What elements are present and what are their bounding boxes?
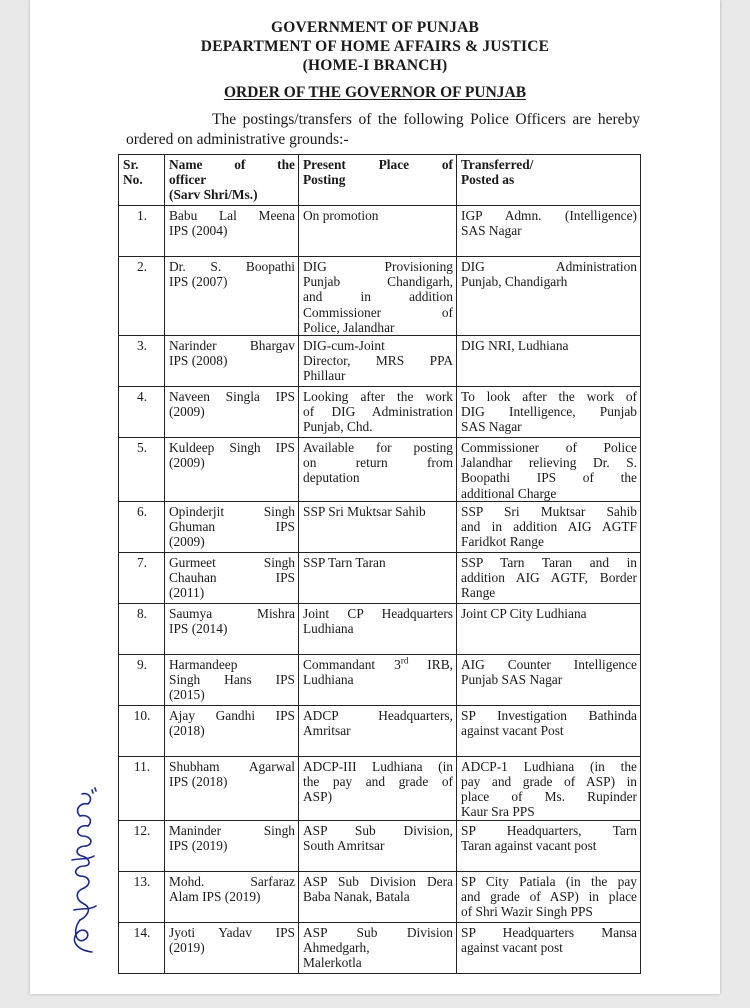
cell-transferred-to-line: SP City Patiala (in the pay — [461, 873, 637, 889]
cell-sr-no: 5. — [119, 438, 165, 502]
table-row — [119, 387, 641, 438]
signature-image — [62, 780, 104, 960]
cell-officer-name — [165, 206, 299, 257]
col-header-sr-line: No. — [123, 172, 143, 188]
cell-present-posting-line: ADCP Headquarters, — [303, 707, 453, 723]
cell-officer-name — [165, 387, 299, 438]
cell-present-posting-line: SSP Sri Muktsar Sahib — [303, 503, 426, 519]
cell-transferred-to-line: DIG NRI, Ludhiana — [461, 338, 569, 354]
cell-transferred-to — [457, 552, 641, 603]
cell-transferred-to-line: Commissioner of Police — [461, 440, 637, 456]
cell-officer-name-line: Chauhan IPS — [169, 570, 295, 586]
col-header-name — [165, 155, 299, 206]
cell-officer-name-line: Singh Hans IPS — [169, 672, 295, 688]
cell-present-posting-line: DIG-cum-Joint — [303, 338, 385, 354]
cell-present-posting-line: ASP Sub Division, — [303, 822, 453, 838]
cell-present-posting-line: Phillaur — [303, 368, 346, 384]
cell-officer-name — [165, 257, 299, 336]
table-row — [119, 603, 641, 654]
cell-officer-name — [165, 552, 299, 603]
cell-present-posting-line: Ahmedgarh, — [303, 940, 370, 956]
cell-present-posting-line: Looking after the work — [303, 389, 453, 405]
cell-transferred-to-line: Kaur Sra PPS — [461, 804, 535, 820]
cell-officer-name-line: Maninder Singh — [169, 822, 295, 838]
cell-present-posting — [299, 705, 457, 756]
cell-present-posting — [299, 387, 457, 438]
table-row — [119, 756, 641, 820]
cell-transferred-to-line: SP Headquarters, Tarn — [461, 822, 637, 838]
cell-transferred-to — [457, 705, 641, 756]
cell-officer-name-line: (2011) — [169, 585, 205, 601]
cell-transferred-to-line: Punjab, Chandigarh — [461, 274, 568, 290]
cell-transferred-to — [457, 871, 641, 922]
cell-officer-name — [165, 501, 299, 552]
col-header-present — [299, 155, 457, 206]
cell-officer-name-line: Shubham Agarwal — [169, 758, 295, 774]
cell-present-posting — [299, 501, 457, 552]
cell-present-posting — [299, 654, 457, 705]
cell-present-posting-line: Punjab, Chd. — [303, 419, 373, 435]
table-row — [119, 501, 641, 552]
cell-officer-name-line: Dr. S. Boopathi — [169, 259, 295, 274]
cell-transferred-to-line: To look after the work of — [461, 389, 637, 405]
cell-transferred-to — [457, 756, 641, 820]
col-header-transferred-line: Posted as — [461, 172, 515, 188]
cell-officer-name-line: (2019) — [169, 940, 205, 956]
col-header-name-line: (Sarv Shri/Ms.) — [169, 187, 258, 203]
cell-officer-name-line: Mohd. Sarfaraz — [169, 873, 295, 889]
cell-present-posting-line: DIG Provisioning — [303, 259, 453, 274]
cell-officer-name-line: IPS (2007) — [169, 274, 228, 290]
cell-present-posting-line: Joint CP Headquarters — [303, 605, 453, 621]
cell-transferred-to-line: Taran against vacant post — [461, 838, 597, 854]
cell-present-posting-line: of DIG Administration — [303, 404, 453, 420]
cell-officer-name-line: Kuldeep Singh IPS — [169, 440, 295, 456]
order-title — [0, 84, 750, 102]
cell-sr-no: 4. — [119, 387, 165, 438]
cell-transferred-to-line: and grade of ASP) in place — [461, 889, 637, 905]
col-header-present-line: Present Place of — [303, 157, 453, 172]
cell-transferred-to — [457, 336, 641, 387]
cell-present-posting-line: deputation — [303, 470, 360, 486]
cell-officer-name — [165, 438, 299, 502]
header-department: DEPARTMENT OF HOME AFFAIRS & JUSTICE — [200, 38, 550, 55]
cell-present-posting-line: Ludhiana — [303, 672, 354, 688]
cell-officer-name-line: (2018) — [169, 723, 205, 739]
cell-officer-name-line: (2009) — [169, 404, 205, 420]
cell-officer-name — [165, 756, 299, 820]
table-row — [119, 438, 641, 502]
postings-rows — [119, 206, 641, 974]
cell-transferred-to-line: against vacant post — [461, 940, 563, 956]
cell-transferred-to-line: SP Investigation Bathinda — [461, 707, 637, 723]
cell-sr-no: 8. — [119, 603, 165, 654]
cell-present-posting-line: Available for posting — [303, 440, 453, 456]
cell-present-posting-line: and in addition — [303, 289, 453, 305]
cell-present-posting — [299, 603, 457, 654]
cell-officer-name-line: IPS (2018) — [169, 774, 228, 790]
cell-present-posting-line: SSP Tarn Taran — [303, 554, 386, 570]
cell-officer-name-line: Ghuman IPS — [169, 519, 295, 535]
cell-present-posting — [299, 438, 457, 502]
cell-present-posting-line: On promotion — [303, 208, 379, 223]
cell-transferred-to-line: and in addition AIG AGTF — [461, 519, 637, 535]
cell-present-posting — [299, 552, 457, 603]
cell-transferred-to-line: SP Headquarters Mansa — [461, 924, 637, 940]
cell-transferred-to — [457, 603, 641, 654]
cell-transferred-to — [457, 206, 641, 257]
cell-officer-name-line: IPS (2004) — [169, 223, 228, 239]
cell-present-posting-line: ASP) — [303, 789, 333, 805]
cell-transferred-to-line: additional Charge — [461, 485, 557, 501]
cell-transferred-to-line: SSP Sri Muktsar Sahib — [461, 503, 637, 519]
cell-transferred-to — [457, 820, 641, 871]
cell-present-posting-line: Commissioner of — [303, 304, 453, 320]
cell-sr-no: 9. — [119, 654, 165, 705]
cell-present-posting — [299, 257, 457, 336]
cell-sr-no: 14. — [119, 922, 165, 973]
intro-paragraph: The postings/transfers of the following Police Officers are hereby ordered on administrative grounds:- — [126, 111, 640, 148]
cell-sr-no: 11. — [119, 756, 165, 820]
cell-transferred-to — [457, 654, 641, 705]
cell-transferred-to — [457, 922, 641, 973]
cell-officer-name-line: IPS (2008) — [169, 353, 228, 369]
cell-transferred-to — [457, 501, 641, 552]
cell-present-posting-line: South Amritsar — [303, 838, 385, 854]
cell-present-posting-line: Baba Nanak, Batala — [303, 889, 410, 905]
cell-sr-no: 12. — [119, 820, 165, 871]
order-title-text: ORDER OF THE GOVERNOR OF PUNJAB — [223, 84, 527, 101]
cell-officer-name-line: (2015) — [169, 687, 205, 703]
cell-officer-name-line: Naveen Singla IPS — [169, 389, 295, 405]
cell-officer-name-line: Gurmeet Singh — [169, 554, 295, 570]
col-header-present-line: Posting — [303, 172, 346, 188]
cell-transferred-to-line: Boopathi IPS of the — [461, 470, 637, 486]
table-row — [119, 820, 641, 871]
cell-present-posting-line: ASP Sub Division Dera — [303, 873, 453, 889]
cell-officer-name-line: Saumya Mishra — [169, 605, 295, 621]
cell-present-posting-line: ADCP-III Ludhiana (in — [303, 758, 453, 774]
table-row — [119, 336, 641, 387]
table-row — [119, 871, 641, 922]
cell-transferred-to-line: SAS Nagar — [461, 419, 522, 435]
cell-officer-name-line: Babu Lal Meena — [169, 208, 295, 223]
col-header-transferred-line: Transferred/ — [461, 157, 534, 172]
col-header-name-line: officer — [169, 172, 207, 188]
handwritten-signature — [62, 780, 104, 960]
col-header-name-line: Name of the — [169, 157, 295, 172]
cell-transferred-to-line: Punjab SAS Nagar — [461, 672, 563, 688]
cell-officer-name-line: Opinderjit Singh — [169, 503, 295, 519]
cell-officer-name — [165, 922, 299, 973]
cell-present-posting — [299, 336, 457, 387]
cell-officer-name-line: IPS (2014) — [169, 621, 228, 637]
cell-present-posting-line: ASP Sub Division — [303, 924, 453, 940]
cell-present-posting-line: Ludhiana — [303, 621, 354, 637]
cell-officer-name — [165, 336, 299, 387]
col-header-sr — [119, 155, 165, 206]
cell-officer-name — [165, 705, 299, 756]
cell-officer-name-line: Ajay Gandhi IPS — [169, 707, 295, 723]
cell-present-posting — [299, 871, 457, 922]
cell-transferred-to-line: Joint CP City Ludhiana — [461, 605, 587, 621]
cell-transferred-to-line: Faridkot Range — [461, 534, 544, 550]
cell-officer-name-line: (2009) — [169, 455, 205, 471]
cell-present-posting-line: Punjab Chandigarh, — [303, 274, 453, 290]
cell-transferred-to-line: addition AIG AGTF, Border — [461, 570, 637, 586]
header-government: GOVERNMENT OF PUNJAB — [270, 19, 480, 36]
col-header-transferred — [457, 155, 641, 206]
cell-sr-no: 10. — [119, 705, 165, 756]
cell-officer-name-line: Jyoti Yadav IPS — [169, 924, 295, 940]
cell-sr-no: 7. — [119, 552, 165, 603]
table-header-row — [119, 155, 641, 206]
cell-present-posting-line: on return from — [303, 455, 453, 471]
cell-sr-no: 1. — [119, 206, 165, 257]
postings-table — [118, 154, 641, 974]
cell-present-posting — [299, 922, 457, 973]
cell-sr-no: 2. — [119, 257, 165, 336]
cell-present-posting — [299, 206, 457, 257]
table-row — [119, 922, 641, 973]
cell-transferred-to — [457, 257, 641, 336]
cell-officer-name — [165, 603, 299, 654]
cell-present-posting — [299, 756, 457, 820]
cell-officer-name — [165, 654, 299, 705]
cell-transferred-to-line: IGP Admn. (Intelligence) — [461, 208, 637, 223]
table-row — [119, 552, 641, 603]
cell-transferred-to-line: DIG Administration — [461, 259, 637, 274]
cell-present-posting-line: Police, Jalandhar — [303, 319, 395, 335]
cell-transferred-to-line: Range — [461, 585, 496, 601]
cell-present-posting-line: Director, MRS PPA — [303, 353, 453, 369]
cell-transferred-to-line: pay and grade of ASP) in — [461, 774, 637, 790]
table-row — [119, 257, 641, 336]
cell-officer-name-line: Harmandeep — [169, 656, 238, 672]
cell-present-posting — [299, 820, 457, 871]
cell-transferred-to-line: SAS Nagar — [461, 223, 522, 239]
cell-transferred-to-line: DIG Intelligence, Punjab — [461, 404, 637, 420]
cell-transferred-to-line: AIG Counter Intelligence — [461, 656, 637, 672]
cell-officer-name-line: IPS (2019) — [169, 838, 228, 854]
cell-transferred-to-line: SSP Tarn Taran and in — [461, 554, 637, 570]
cell-officer-name-line: Narinder Bhargav — [169, 338, 295, 354]
cell-officer-name — [165, 820, 299, 871]
cell-present-posting-line: Amritsar — [303, 723, 351, 739]
cell-sr-no: 3. — [119, 336, 165, 387]
col-header-sr-line: Sr. — [123, 157, 139, 172]
header-branch: (HOME-I BRANCH) — [302, 57, 448, 74]
cell-present-posting-line: the pay and grade of — [303, 774, 453, 790]
table-row — [119, 654, 641, 705]
table-row — [119, 705, 641, 756]
cell-transferred-to-line: against vacant Post — [461, 723, 564, 739]
cell-transferred-to — [457, 438, 641, 502]
cell-transferred-to-line: of Shri Wazir Singh PPS — [461, 904, 593, 920]
cell-sr-no: 6. — [119, 501, 165, 552]
cell-officer-name-line: Alam IPS (2019) — [169, 889, 261, 905]
cell-sr-no: 13. — [119, 871, 165, 922]
cell-present-posting-line: Malerkotla — [303, 955, 362, 971]
cell-transferred-to-line: Jalandhar relieving Dr. S. — [461, 455, 637, 471]
cell-officer-name-line: (2009) — [169, 534, 205, 550]
cell-transferred-to-line: place of Ms. Rupinder — [461, 789, 637, 805]
cell-present-posting-line: Commandant 3rd IRB, — [303, 655, 453, 672]
table-row — [119, 206, 641, 257]
cell-transferred-to — [457, 387, 641, 438]
cell-transferred-to-line: ADCP-1 Ludhiana (in the — [461, 758, 637, 774]
cell-officer-name — [165, 871, 299, 922]
